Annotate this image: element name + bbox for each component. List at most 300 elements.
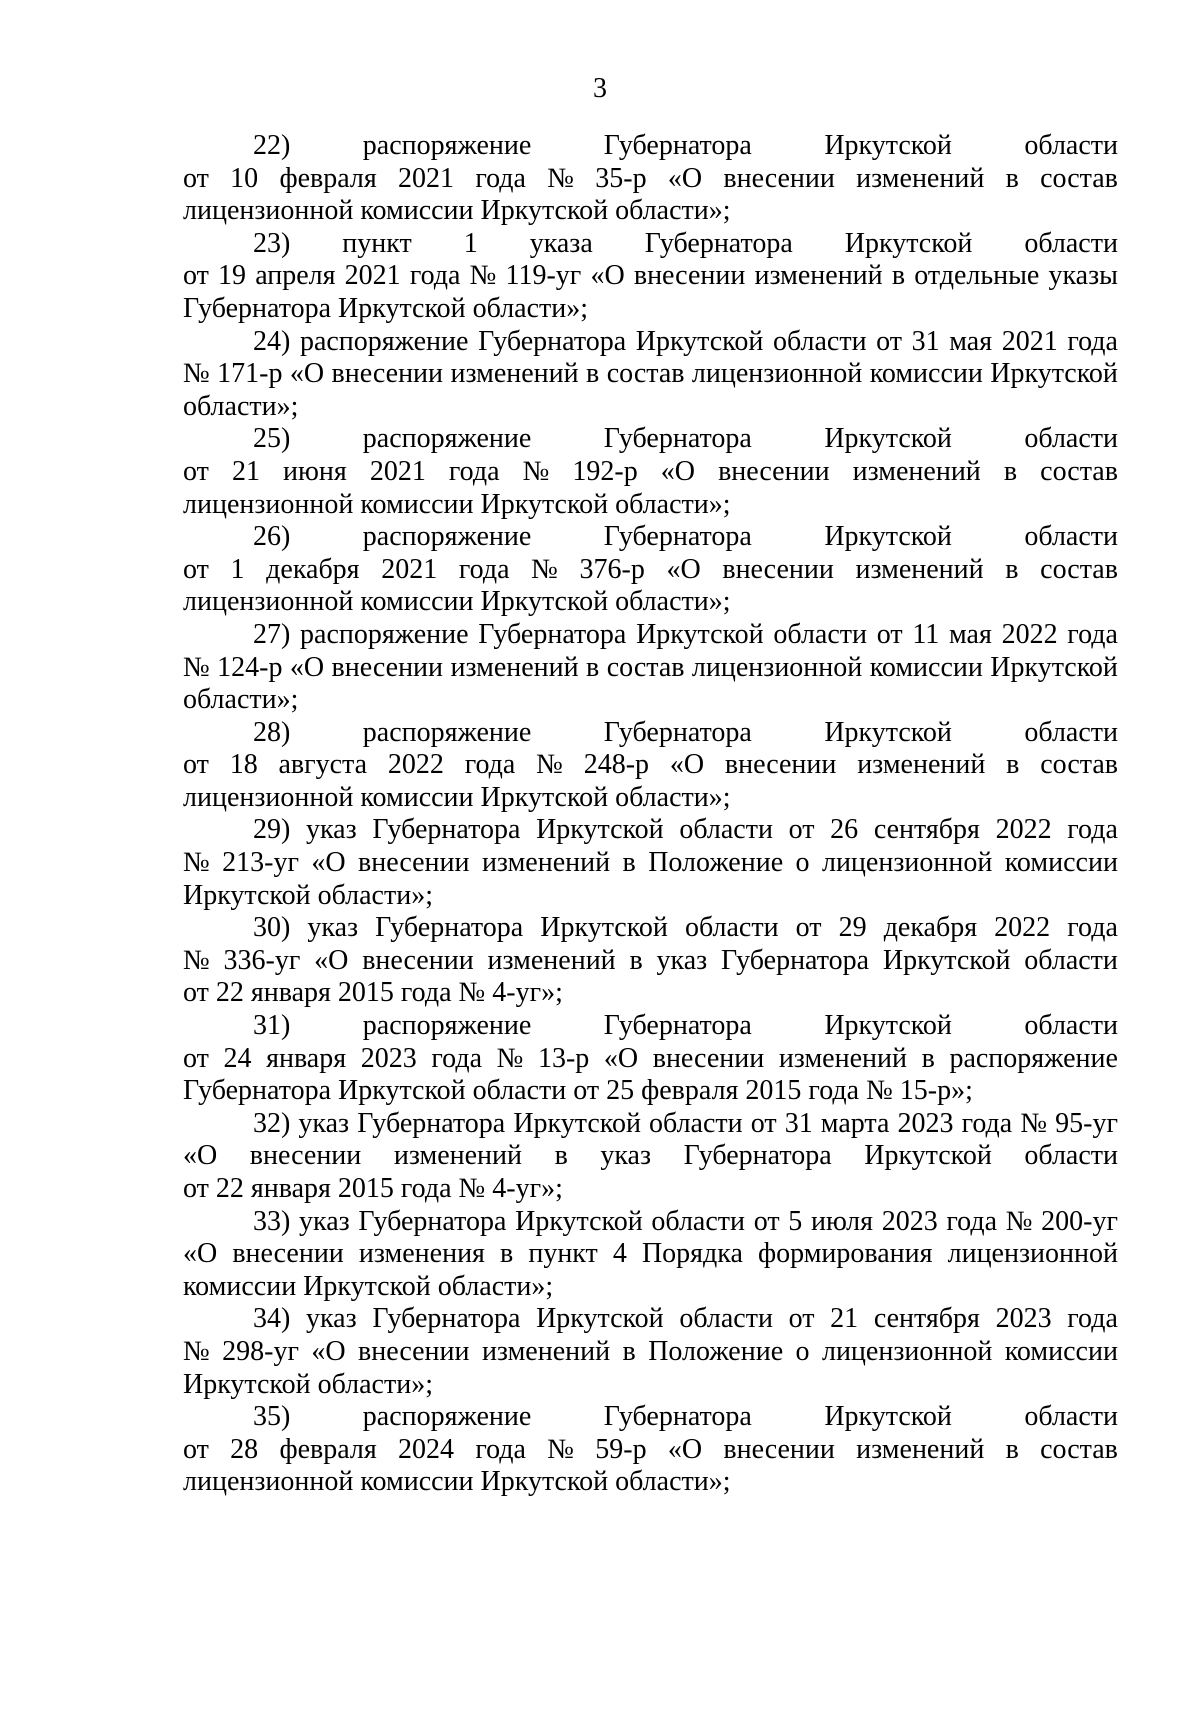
word: внесении xyxy=(249,1140,362,1172)
word: от xyxy=(876,325,903,357)
text-line: от 22 января 2015 года № 4-уг»; xyxy=(183,977,563,1009)
word: внесении xyxy=(724,749,837,781)
word: «О xyxy=(311,847,346,879)
word: от xyxy=(795,912,822,944)
word: № xyxy=(183,651,210,683)
word: области xyxy=(1024,944,1118,976)
word: Губернатора xyxy=(372,1303,521,1335)
word: Иркутской xyxy=(824,716,952,748)
text-line xyxy=(183,1043,1118,1076)
word: внесении xyxy=(652,1042,765,1074)
word: № xyxy=(1020,1107,1048,1139)
word: распоряжение xyxy=(362,423,532,455)
word: августа xyxy=(278,749,368,781)
text-line xyxy=(183,652,1118,685)
word: 192-р xyxy=(572,455,638,487)
word: лицензионной xyxy=(821,1335,993,1367)
word: в xyxy=(891,260,906,292)
word: «О xyxy=(289,651,325,683)
word: состав xyxy=(1040,162,1118,194)
word: состав xyxy=(606,651,685,683)
word: области xyxy=(1024,716,1118,748)
word: изменений xyxy=(450,651,579,683)
word: области xyxy=(651,1205,746,1237)
word: Губернатора xyxy=(683,1140,832,1172)
word: «О xyxy=(183,1238,218,1270)
word: о xyxy=(795,847,810,879)
text-line xyxy=(183,945,1118,978)
word: № xyxy=(183,944,210,976)
word: 11 xyxy=(912,618,940,650)
word: Иркутской xyxy=(635,325,764,357)
text-line xyxy=(183,1206,1118,1239)
word: февраля xyxy=(279,162,377,194)
word: Иркутской xyxy=(824,423,952,455)
word: от xyxy=(876,618,903,650)
word: № xyxy=(531,553,558,585)
word: № xyxy=(522,455,550,487)
word: состав xyxy=(606,358,685,390)
word: 32) xyxy=(253,1107,291,1139)
word: 10 xyxy=(230,162,259,194)
word: 2022 xyxy=(994,912,1051,944)
word: изменений xyxy=(856,162,985,194)
word: Иркутской xyxy=(824,521,952,553)
word: указы xyxy=(1048,260,1118,292)
text-line xyxy=(183,1336,1118,1369)
text-line xyxy=(183,749,1118,782)
word: Губернатора xyxy=(603,423,752,455)
word: внесении xyxy=(232,1238,344,1270)
word: 24) xyxy=(253,325,291,357)
word: внесении xyxy=(633,260,746,292)
word: года xyxy=(475,162,526,194)
word: от xyxy=(788,1303,815,1335)
word: внесении xyxy=(331,651,444,683)
text-line xyxy=(183,847,1118,880)
word: области xyxy=(679,814,773,846)
word: комиссии xyxy=(869,651,983,683)
word: в xyxy=(629,944,643,976)
word: 2023 xyxy=(881,1205,938,1237)
word: 2021 xyxy=(381,553,438,585)
word: января xyxy=(266,1042,347,1074)
word: «О xyxy=(669,749,705,781)
word: 4 xyxy=(612,1238,627,1270)
word: формирования xyxy=(757,1238,933,1270)
word: области xyxy=(1024,423,1118,455)
word: Иркутской xyxy=(864,1140,992,1172)
word: № xyxy=(496,1042,524,1074)
text-line: области»; xyxy=(183,684,299,716)
word: Иркутской xyxy=(824,1010,952,1042)
text-line xyxy=(183,1238,1118,1271)
word: сентября xyxy=(873,1303,980,1335)
word: года xyxy=(431,1042,482,1074)
word: 2022 xyxy=(995,814,1052,846)
word: года xyxy=(1067,912,1118,944)
word: в xyxy=(1003,455,1018,487)
word: 2022 xyxy=(1001,618,1058,650)
word: Губернатора xyxy=(603,130,752,161)
word: указ xyxy=(656,944,708,976)
word: лицензионной xyxy=(821,847,993,879)
word: Иркутской xyxy=(824,1401,952,1433)
word: комиссии xyxy=(1004,847,1118,879)
text-line xyxy=(183,1010,1118,1043)
word: изменения xyxy=(358,1238,485,1270)
word: области xyxy=(1024,1140,1118,1172)
word: Иркутской xyxy=(882,944,1011,976)
word: № xyxy=(1005,1205,1033,1237)
word: 13-р xyxy=(537,1042,590,1074)
word: 28) xyxy=(253,716,291,748)
text-line xyxy=(183,228,1118,261)
word: указ xyxy=(299,1205,350,1237)
word: в xyxy=(622,1335,636,1367)
word: в xyxy=(1005,162,1019,194)
word: указ xyxy=(307,912,359,944)
word: Положение xyxy=(648,847,784,879)
word: области xyxy=(679,1303,773,1335)
word: Губернатора xyxy=(358,1205,507,1237)
word: «О xyxy=(660,455,696,487)
word: в xyxy=(500,1238,514,1270)
word: внесении xyxy=(362,944,474,976)
text-line xyxy=(183,326,1118,359)
word: лицензионной xyxy=(691,651,863,683)
word: мая xyxy=(949,618,992,650)
word: области xyxy=(773,618,867,650)
word: Иркутской xyxy=(990,651,1118,683)
word: Губернатора xyxy=(644,227,793,259)
word: указ xyxy=(298,1107,350,1139)
word: отдельные xyxy=(914,260,1040,292)
text-line: лицензионной комиссии Иркутской области»; xyxy=(183,586,731,618)
word: 31) xyxy=(253,1010,291,1042)
word: 376-р xyxy=(579,553,645,585)
word: 1 xyxy=(463,227,478,259)
word: 34) xyxy=(253,1303,291,1335)
word: Губернатора xyxy=(357,1107,506,1139)
word: Губернатора xyxy=(372,814,521,846)
word: «О xyxy=(183,1140,218,1172)
word: года xyxy=(475,1433,526,1465)
word: 23) xyxy=(253,227,291,259)
word: года xyxy=(448,455,500,487)
text-line xyxy=(183,1140,1118,1173)
word: года xyxy=(464,749,516,781)
text-line xyxy=(183,814,1118,847)
word: изменений xyxy=(856,1433,985,1465)
word: 35) xyxy=(253,1401,291,1433)
word: в xyxy=(622,847,636,879)
word: в xyxy=(1005,1433,1019,1465)
word: года xyxy=(961,1107,1013,1139)
word: марта xyxy=(820,1107,890,1139)
word: состав xyxy=(1040,1433,1118,1465)
word: 24 xyxy=(223,1042,252,1074)
word: 35-р xyxy=(595,162,647,194)
text-line xyxy=(183,521,1118,554)
word: 2021 xyxy=(369,455,426,487)
word: года xyxy=(1067,325,1118,357)
word: внесении xyxy=(358,1335,470,1367)
word: Губернатора xyxy=(721,944,870,976)
word: № xyxy=(547,1433,574,1465)
word: Иркутской xyxy=(824,130,952,161)
word: 95-уг xyxy=(1055,1107,1118,1139)
text-line: лицензионной комиссии Иркутской области»; xyxy=(183,1466,731,1498)
text-line xyxy=(183,1303,1118,1336)
word: 21 xyxy=(231,455,260,487)
word: от xyxy=(183,162,209,194)
word: в xyxy=(1005,553,1019,585)
word: лицензионной xyxy=(691,358,863,390)
word: изменений xyxy=(481,1335,611,1367)
text-line xyxy=(183,554,1118,587)
text-line: лицензионной комиссии Иркутской области»; xyxy=(183,195,731,227)
word: 119-уг xyxy=(505,260,582,292)
word: от xyxy=(183,1042,209,1074)
text-line xyxy=(183,163,1118,196)
word: Иркутской xyxy=(515,1205,643,1237)
word: состав xyxy=(1040,749,1118,781)
word: года xyxy=(458,553,510,585)
word: 2021 xyxy=(1001,325,1058,357)
word: мая xyxy=(949,325,993,357)
word: в xyxy=(1006,749,1020,781)
word: изменений xyxy=(481,847,611,879)
word: 298-уг xyxy=(222,1335,299,1367)
word: 31 xyxy=(911,325,940,357)
word: внесении xyxy=(331,358,444,390)
word: изменений xyxy=(852,455,981,487)
word: лицензионной xyxy=(947,1238,1118,1270)
word: изменений xyxy=(450,358,579,390)
text-line: Губернатора Иркутской области от 25 февраля 2015 года № 15-р»; xyxy=(183,1075,973,1107)
word: от xyxy=(183,455,209,487)
word: распоряжение xyxy=(362,1401,532,1433)
word: 26) xyxy=(253,521,291,553)
word: Иркутской xyxy=(513,1107,641,1139)
word: 336-уг xyxy=(223,944,301,976)
word: Иркутской xyxy=(844,227,973,259)
word: указа xyxy=(529,227,593,259)
word: Губернатора xyxy=(375,912,524,944)
word: от xyxy=(183,1433,209,1465)
word: 1 xyxy=(230,553,245,585)
word: июня xyxy=(283,455,347,487)
word: 25) xyxy=(253,423,291,455)
word: 30) xyxy=(253,912,291,944)
word: Иркутской xyxy=(536,814,664,846)
word: 19 xyxy=(218,260,247,292)
text-line: Иркутской области»; xyxy=(183,879,433,911)
word: распоряжение xyxy=(300,618,469,650)
word: в xyxy=(586,651,600,683)
word: сентября xyxy=(873,814,980,846)
word: от xyxy=(750,1107,777,1139)
word: Губернатора xyxy=(478,618,627,650)
text-line xyxy=(183,130,1118,163)
word: 27) xyxy=(253,618,291,650)
word: области xyxy=(1024,521,1118,553)
word: Иркутской xyxy=(636,618,764,650)
text-line xyxy=(183,423,1118,456)
word: Губернатора xyxy=(478,325,627,357)
word: № xyxy=(183,847,210,879)
word: 29 xyxy=(838,912,867,944)
word: 33) xyxy=(253,1205,291,1237)
word: области xyxy=(1024,1401,1118,1433)
word: внесении xyxy=(722,553,834,585)
word: области xyxy=(684,912,779,944)
word: «О xyxy=(667,162,703,194)
word: области xyxy=(1024,227,1118,259)
word: указ xyxy=(600,1140,652,1172)
text-line xyxy=(183,1401,1118,1434)
word: № xyxy=(547,162,574,194)
text-line xyxy=(183,456,1118,489)
word: Иркутской xyxy=(990,358,1118,390)
word: № xyxy=(183,1335,210,1367)
word: пункт xyxy=(342,227,412,259)
text-line xyxy=(183,1434,1118,1467)
word: области xyxy=(649,1107,743,1139)
word: № xyxy=(183,358,210,390)
word: февраля xyxy=(279,1433,377,1465)
word: от xyxy=(183,553,209,585)
word: внесении xyxy=(723,1433,835,1465)
word: «О xyxy=(289,358,325,390)
word: комиссии xyxy=(869,358,983,390)
word: года xyxy=(1067,814,1118,846)
text-line xyxy=(183,358,1118,391)
word: 2021 xyxy=(398,162,455,194)
word: в xyxy=(554,1140,568,1172)
page-number: 3 xyxy=(593,73,607,104)
word: Порядка xyxy=(641,1238,743,1270)
word: 59-р xyxy=(595,1433,647,1465)
word: Губернатора xyxy=(603,716,752,748)
word: от xyxy=(183,749,209,781)
text-line xyxy=(183,717,1118,750)
word: 2023 xyxy=(995,1303,1052,1335)
word: 28 xyxy=(230,1433,259,1465)
word: пункт xyxy=(528,1238,598,1270)
word: в xyxy=(921,1042,935,1074)
word: состав xyxy=(1040,455,1118,487)
word: 248-р xyxy=(583,749,650,781)
word: «О xyxy=(667,1433,703,1465)
word: «О xyxy=(603,1042,639,1074)
word: 22) xyxy=(253,130,291,161)
word: 200-уг xyxy=(1041,1205,1118,1237)
word: от xyxy=(183,260,209,292)
word: «О xyxy=(590,260,625,292)
word: 5 xyxy=(788,1205,803,1237)
word: области xyxy=(1024,130,1118,161)
word: изменений xyxy=(393,1140,523,1172)
word: от xyxy=(753,1205,780,1237)
word: «О xyxy=(311,1335,346,1367)
word: «О xyxy=(666,553,701,585)
text-line: комиссии Иркутской области»; xyxy=(183,1270,554,1302)
word: распоряжение xyxy=(362,1010,532,1042)
word: 2022 xyxy=(387,749,444,781)
word: области xyxy=(1024,1010,1118,1042)
text-line xyxy=(183,260,1118,293)
word: 171-р xyxy=(217,358,283,390)
word: 26 xyxy=(830,814,859,846)
word: года xyxy=(409,260,461,292)
word: изменений xyxy=(857,749,986,781)
word: изменений xyxy=(855,553,984,585)
word: 31 xyxy=(784,1107,813,1139)
word: внесении xyxy=(358,847,470,879)
word: апреля xyxy=(255,260,336,292)
word: 21 xyxy=(830,1303,859,1335)
word: Положение xyxy=(648,1335,784,1367)
word: состав xyxy=(1040,553,1118,585)
word: года xyxy=(1067,618,1118,650)
word: «О xyxy=(314,944,349,976)
text-line xyxy=(183,912,1118,945)
word: декабря xyxy=(266,553,360,585)
word: 124-р xyxy=(217,651,283,683)
word: комиссии xyxy=(1004,1335,1118,1367)
word: декабря xyxy=(883,912,978,944)
word: 29) xyxy=(253,814,291,846)
text-line: Иркутской области»; xyxy=(183,1368,433,1400)
word: 2023 xyxy=(360,1042,417,1074)
word: распоряжение xyxy=(299,325,469,357)
word: Губернатора xyxy=(603,521,752,553)
word: изменений xyxy=(754,260,883,292)
word: года xyxy=(1067,1303,1118,1335)
word: июля xyxy=(810,1205,874,1237)
word: указ xyxy=(306,814,357,846)
word: внесении xyxy=(723,162,835,194)
text-line: лицензионной комиссии Иркутской области»; xyxy=(183,781,731,813)
word: от xyxy=(788,814,815,846)
text-line: от 22 января 2015 года № 4-уг»; xyxy=(183,1173,563,1204)
word: распоряжение xyxy=(949,1042,1118,1074)
word: изменений xyxy=(487,944,616,976)
word: 2021 xyxy=(344,260,401,292)
word: № xyxy=(536,749,563,781)
word: распоряжение xyxy=(362,521,532,553)
word: Губернатора xyxy=(603,1401,752,1433)
word: 2024 xyxy=(398,1433,455,1465)
document-body xyxy=(183,130,1118,1499)
word: Иркутской xyxy=(536,1303,664,1335)
word: о xyxy=(795,1335,810,1367)
word: в xyxy=(586,358,600,390)
text-line: области»; xyxy=(183,390,299,422)
text-line xyxy=(183,1108,1118,1141)
word: года xyxy=(946,1205,998,1237)
word: области xyxy=(772,325,867,357)
text-line xyxy=(183,619,1118,652)
word: № xyxy=(469,260,497,292)
word: распоряжение xyxy=(362,716,532,748)
text-line: лицензионной комиссии Иркутской области»; xyxy=(183,488,731,520)
word: Губернатора xyxy=(603,1010,752,1042)
word: указ xyxy=(306,1303,357,1335)
word: Иркутской xyxy=(540,912,668,944)
